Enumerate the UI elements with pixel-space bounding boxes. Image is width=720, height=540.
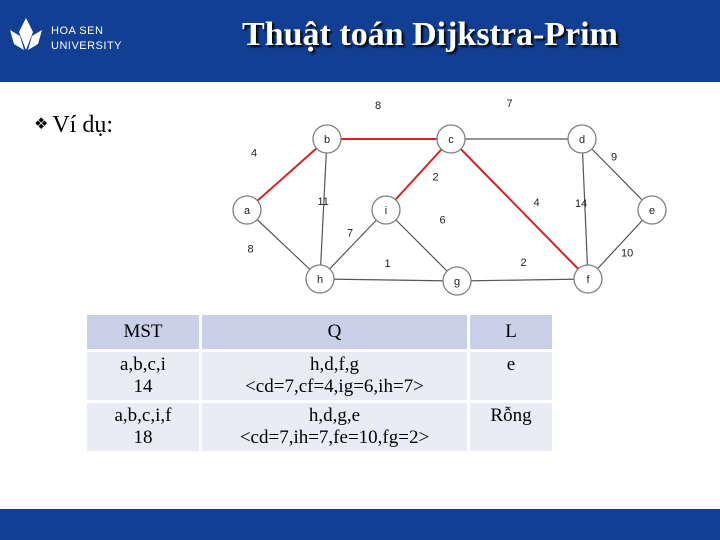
edge-h-g <box>320 279 457 281</box>
node-c <box>437 125 465 153</box>
mst-weight: 14 <box>133 376 153 397</box>
mst-set: a,b,c,i <box>120 354 166 375</box>
edge-a-b <box>247 139 327 210</box>
cell-l: e <box>470 352 552 400</box>
table-header-row <box>87 315 552 349</box>
edge-i-g <box>386 210 457 281</box>
edge-weight-label: 11 <box>317 196 329 208</box>
q-set: h,d,f,g <box>309 354 360 375</box>
node-label: e <box>648 205 656 217</box>
header-mst: MST <box>87 315 199 349</box>
header-bar <box>0 0 720 82</box>
bullet-line <box>34 112 113 139</box>
table-row <box>87 352 552 400</box>
edge-weight-label: 8 <box>247 243 254 256</box>
edge-weight-label: 8 <box>375 100 382 112</box>
cell-q <box>202 403 467 451</box>
node-label: b <box>323 134 331 146</box>
cell-mst <box>87 352 199 400</box>
node-label: i <box>384 205 388 217</box>
edge-weight-label: 1 <box>384 258 391 270</box>
node-g <box>443 267 471 295</box>
edge-weight-label: 7 <box>506 98 513 110</box>
q-candidates: <cd=7,cf=4,ig=6,ih=7> <box>245 376 424 397</box>
lotus-logo-icon <box>6 14 46 54</box>
slide-title: Thuật toán Dijkstra-Prim <box>242 16 618 53</box>
node-f <box>574 265 602 293</box>
mst-table <box>84 312 555 454</box>
edge-d-e <box>582 139 652 210</box>
weighted-graph <box>222 96 672 306</box>
cell-q <box>202 352 467 400</box>
node-label: c <box>448 134 454 146</box>
edge-weight-label: 9 <box>611 151 618 164</box>
edge-weight-label: 2 <box>432 171 439 184</box>
node-label: d <box>578 134 586 146</box>
edge-weight-label: 14 <box>575 198 588 210</box>
q-set: h,d,g,e <box>308 405 361 426</box>
edge-weight-label: 4 <box>533 197 540 209</box>
footer-bar <box>0 509 720 540</box>
header-q: Q <box>202 315 467 349</box>
bullet-text: Ví dụ: <box>52 112 114 138</box>
mst-weight: 18 <box>133 427 153 448</box>
header-l: L <box>470 315 552 349</box>
edge-weight-label: 10 <box>621 247 634 260</box>
node-label: h <box>316 274 324 286</box>
edge-c-f <box>451 139 588 279</box>
mst-set: a,b,c,i,f <box>114 405 172 426</box>
node-d <box>568 125 596 153</box>
node-label: a <box>243 205 251 217</box>
q-candidates: <cd=7,ih=7,fe=10,fg=2> <box>239 427 430 448</box>
edge-b-h <box>317 139 329 279</box>
node-label: f <box>586 274 590 286</box>
node-label: g <box>453 276 461 288</box>
university-logo <box>6 14 146 64</box>
node-b <box>313 125 341 153</box>
edge-g-f <box>457 279 588 281</box>
node-i <box>372 196 400 224</box>
cell-l: Rỗng <box>470 403 552 451</box>
edge-weight-label: 2 <box>520 257 527 269</box>
table-row <box>87 403 552 451</box>
node-e <box>638 196 666 224</box>
node-h <box>306 265 334 293</box>
edge-weight-label: 6 <box>439 214 446 227</box>
cell-mst <box>87 403 199 451</box>
logo-line-2: UNIVERSITY <box>51 40 123 52</box>
node-a <box>233 196 261 224</box>
edge-weight-label: 7 <box>347 227 354 240</box>
edge-weight-label: 4 <box>251 147 258 160</box>
diamond-bullet-icon: ❖ <box>34 114 49 133</box>
edge-a-h <box>247 210 320 279</box>
logo-line-1: HOA SEN <box>51 25 104 37</box>
